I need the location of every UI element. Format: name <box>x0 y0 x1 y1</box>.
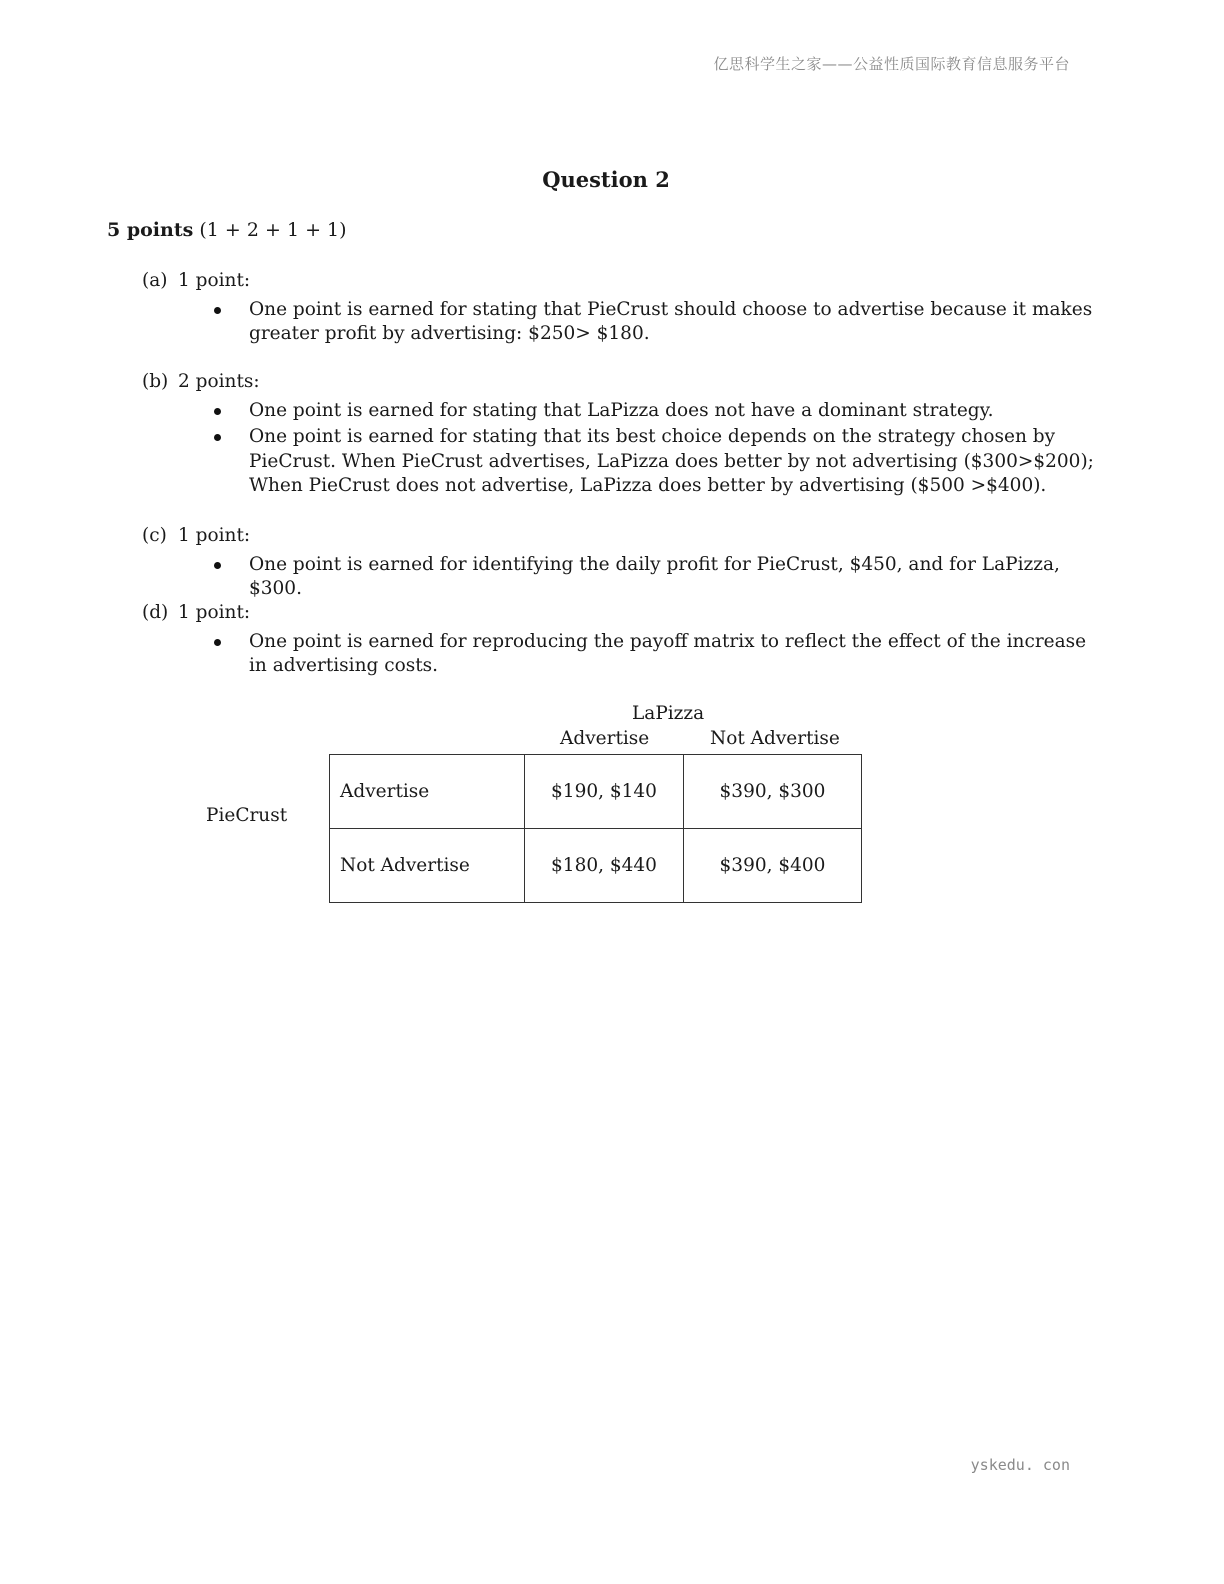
part-letter: (d) <box>142 602 169 623</box>
part-letter: (c) <box>142 525 167 546</box>
payoff-cell: $190, $140 <box>525 755 684 829</box>
footer-note: yskedu. con <box>970 1456 1070 1474</box>
payoff-cell: $180, $440 <box>525 829 684 903</box>
part-letter: (b) <box>142 371 169 392</box>
bullet-item <box>142 553 1102 602</box>
part-heading: 1 point: <box>178 602 251 623</box>
part-heading: 1 point: <box>178 525 251 546</box>
points-breakdown: (1 + 2 + 1 + 1) <box>193 219 347 241</box>
part-c <box>142 524 1102 604</box>
bullet-text: One point is earned for stating that its best choice depends on the strategy chosen by PieCrust. When PieCrust advertises, LaPizza does better by not advertising ($300>$200); When PieCrust does not advertise, LaPizza does better by advertising ($500 >$400). <box>249 426 1094 496</box>
row-label: Advertise <box>330 755 525 829</box>
bullet-item <box>142 298 1102 347</box>
part-d <box>142 601 1102 681</box>
points-total: 5 points <box>107 219 194 241</box>
part-b <box>142 370 1102 501</box>
bullet-text: One point is earned for stating that LaPizza does not have a dominant strategy. <box>249 399 994 421</box>
bullet-text: One point is earned for reproducing the payoff matrix to reflect the effect of the increase in advertising costs. <box>249 630 1087 676</box>
column-header-advertise: Advertise <box>560 728 650 749</box>
payoff-cell: $390, $400 <box>684 829 862 903</box>
bullet-text: One point is earned for stating that PieCrust should choose to advertise because it makes greater profit by advertising: $250> $180. <box>249 298 1093 344</box>
bullet-icon <box>214 562 221 569</box>
bullet-icon <box>214 408 221 415</box>
column-header-not-advertise: Not Advertise <box>710 728 840 749</box>
part-heading: 1 point: <box>178 270 251 291</box>
bullet-item <box>142 630 1102 679</box>
part-letter: (a) <box>142 270 168 291</box>
payoff-matrix <box>329 754 862 903</box>
part-heading: 2 points: <box>178 371 260 392</box>
bullet-item <box>142 399 1102 424</box>
part-a <box>142 269 1102 349</box>
row-label: Not Advertise <box>330 829 525 903</box>
bullet-text: One point is earned for identifying the daily profit for PieCrust, $450, and for LaPizza, $300. <box>249 553 1060 599</box>
points-summary <box>107 219 347 241</box>
row-player-label: PieCrust <box>206 805 288 826</box>
table-row <box>330 755 862 829</box>
bullet-icon <box>214 639 221 646</box>
payoff-cell: $390, $300 <box>684 755 862 829</box>
header-note: 亿思科学生之家——公益性质国际教育信息服务平台 <box>713 55 1070 73</box>
bullet-item <box>142 425 1102 499</box>
bullet-icon <box>214 434 221 441</box>
column-player-label: LaPizza <box>632 703 705 724</box>
table-row <box>330 829 862 903</box>
bullet-icon <box>214 307 221 314</box>
question-title: Question 2 <box>542 167 670 192</box>
